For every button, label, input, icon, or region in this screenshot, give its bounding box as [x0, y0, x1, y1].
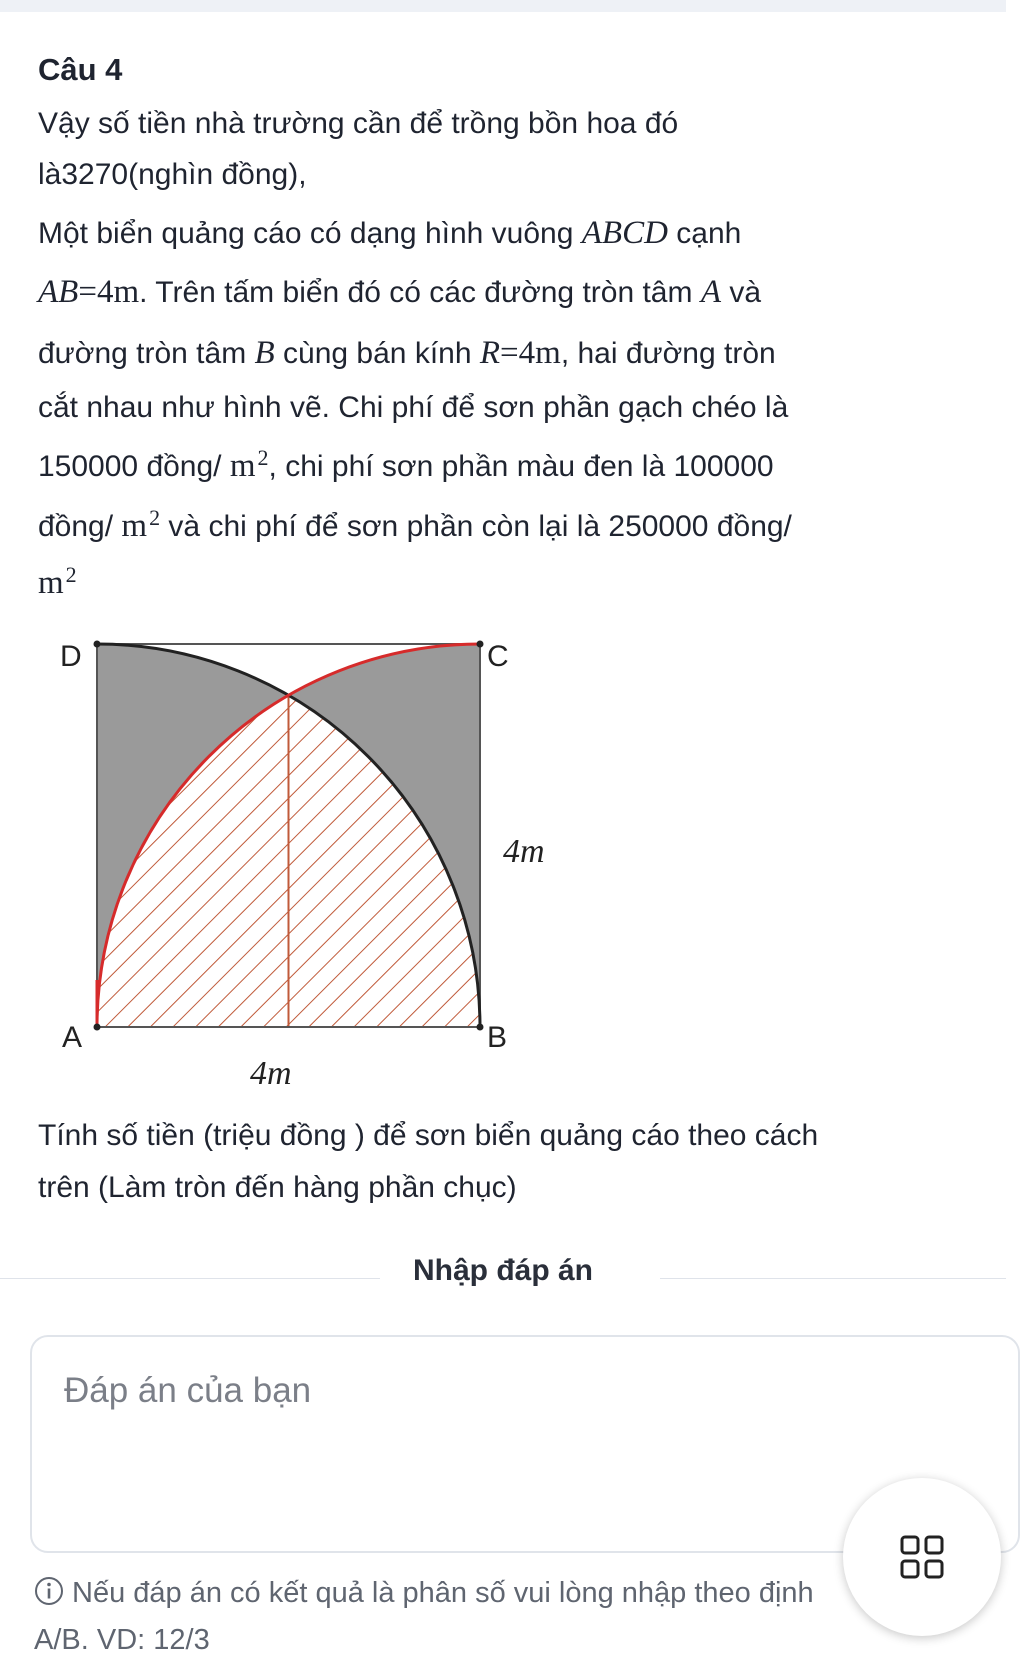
top-bar [0, 0, 1006, 12]
question-line-3: Một biển quảng cáo có dạng hình vuông ABCD cạnh [38, 215, 742, 251]
label-side-bottom: 4m [250, 1055, 292, 1092]
grid-icon [900, 1535, 944, 1579]
fraction-hint [34, 1577, 814, 1610]
question-line-4: AB=4m. Trên tấm biển đó có các đường tròn tâm A và [38, 274, 762, 310]
fraction-example: A/B. VD: 12/3 [34, 1624, 210, 1656]
vertex-dot-B [477, 1024, 484, 1031]
answer-placeholder: Đáp án của bạn [64, 1371, 312, 1410]
question-line-7: 150000 đồng/ $m^2$, chi phí sơn phần màu đen là 100000 [38, 445, 774, 484]
question-line-8: đồng/ $m^2$ và chi phí để sơn phần còn lại là 250000 đồng/ [38, 505, 792, 544]
label-B: B [487, 1021, 508, 1054]
hint-text: Nếu đáp án có kết quả là phân số vui lòng nhập theo định [72, 1577, 814, 1609]
question-line-6: cắt nhau như hình vẽ. Chi phí để sơn phần gạch chéo là [38, 391, 789, 424]
question-line-2: là3270(nghìn đồng), [38, 158, 307, 191]
question-line-1: Vậy số tiền nhà trường cần để trồng bồn hoa đó [38, 107, 679, 140]
vertex-dot-A [94, 1024, 101, 1031]
question-line-9: $m^2$ [38, 562, 77, 601]
question-line-5: đường tròn tâm B cùng bán kính R=4m, hai đường tròn [38, 335, 776, 371]
label-D: D [60, 640, 82, 673]
grid-menu-button[interactable] [843, 1478, 1001, 1636]
vertex-dot-C [477, 641, 484, 648]
label-A: A [62, 1021, 83, 1054]
label-C: C [487, 640, 509, 673]
info-icon [34, 1576, 64, 1606]
question-line-10: Tính số tiền (triệu đồng ) để sơn biển quảng cáo theo cách [38, 1119, 819, 1152]
question-line-11: trên (Làm tròn đến hàng phần chục) [38, 1171, 517, 1204]
square-figure [0, 600, 600, 1092]
answer-section-label: Nhập đáp án [412, 1254, 593, 1287]
question-title: Câu 4 [38, 52, 123, 87]
label-side-right: 4m [503, 833, 545, 870]
vertex-dot-D [94, 641, 101, 648]
